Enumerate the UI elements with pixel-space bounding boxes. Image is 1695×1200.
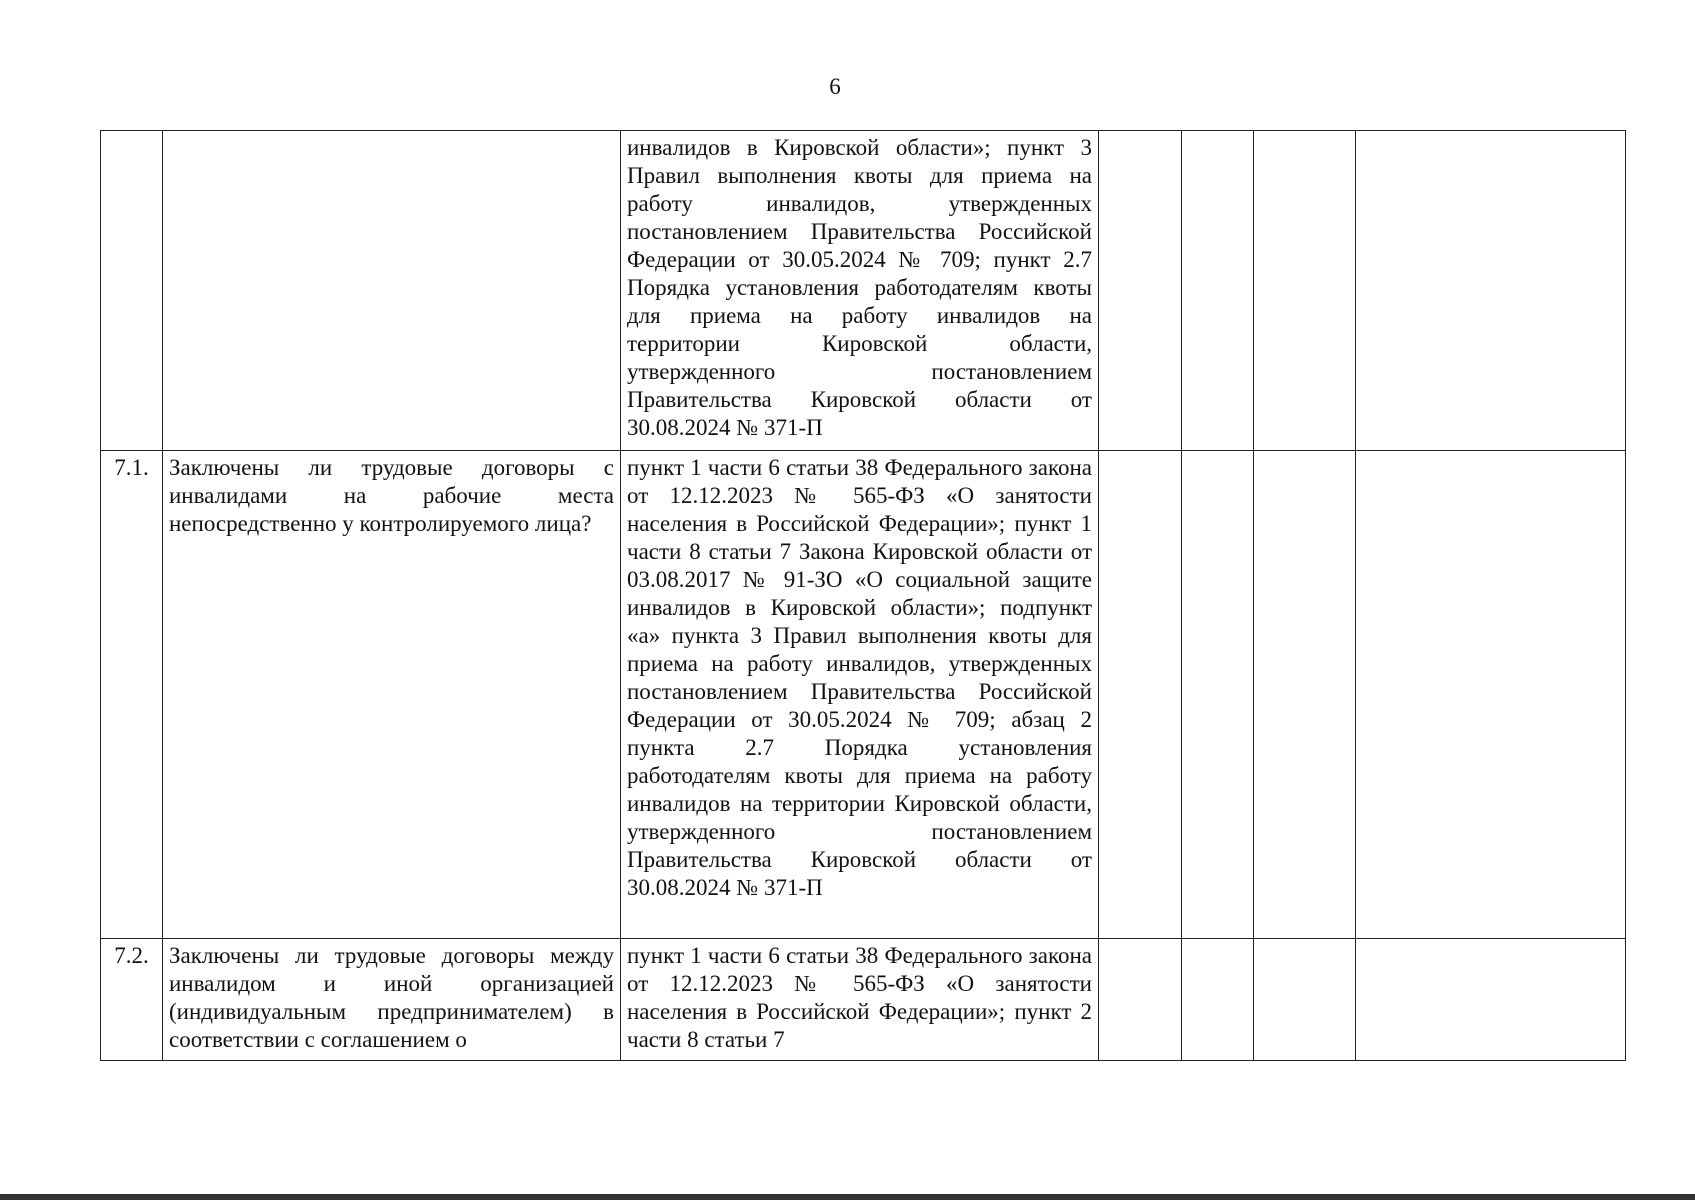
table-row: [101, 939, 1626, 1061]
note-cell: [1356, 451, 1626, 939]
answer-no-cell: [1182, 451, 1254, 939]
table-row: [101, 131, 1626, 451]
question-cell: Заключены ли трудовые договоры между инвалидом и иной организацией (индивидуальным предпринимателем) в соответствии с соглашением о: [163, 939, 621, 1061]
answer-na-cell: [1254, 939, 1356, 1061]
answer-na-cell: [1254, 451, 1356, 939]
question-cell: [163, 131, 621, 451]
note-cell: [1356, 939, 1626, 1061]
legal-basis-cell: пункт 1 части 6 статьи 38 Федерального закона от 12.12.2023 № 565-ФЗ «О занятости населения в Российской Федерации»; пункт 1 части 8 статьи 7 Закона Кировской области от 03.08.2017 № 91-ЗО «О социальной защите инвалидов в Кировской области»; подпункт «а» пункта 3 Правил выполнения квоты для приема на работу инвалидов, утвержденных постановлением Правительства Российской Федерации от 30.05.2024 № 709; абзац 2 пункта 2.7 Порядка установления работодателям квоты для приема на работу инвалидов на территории Кировской области, утвержденного постановлением Правительства Кировской области от 30.08.2024 № 371-П: [621, 451, 1099, 939]
page-number: 6: [829, 74, 841, 99]
legal-basis-cell: пункт 1 части 6 статьи 38 Федерального закона от 12.12.2023 № 565-ФЗ «О занятости населения в Российской Федерации»; пункт 2 части 8 статьи 7: [621, 939, 1099, 1061]
legal-basis-cell: инвалидов в Кировской области»; пункт 3 Правил выполнения квоты для приема на работу инвалидов, утвержденных постановлением Правительства Российской Федерации от 30.05.2024 № 709; пункт 2.7 Порядка установления работодателям квоты для приема на работу инвалидов на территории Кировской области, утвержденного постановлением Правительства Кировской области от 30.08.2024 № 371-П: [621, 131, 1099, 451]
answer-yes-cell: [1099, 939, 1182, 1061]
scan-bottom-edge: [0, 1194, 1695, 1200]
row-number: [101, 131, 163, 451]
answer-na-cell: [1254, 131, 1356, 451]
note-cell: [1356, 131, 1626, 451]
row-number: 7.2.: [101, 939, 163, 1061]
checklist-table: [100, 130, 1626, 1061]
table-row: [101, 451, 1626, 939]
answer-no-cell: [1182, 939, 1254, 1061]
answer-yes-cell: [1099, 131, 1182, 451]
answer-yes-cell: [1099, 451, 1182, 939]
answer-no-cell: [1182, 131, 1254, 451]
row-number: 7.1.: [101, 451, 163, 939]
question-cell: Заключены ли трудовые договоры с инвалидами на рабочие места непосредственно у контролируемого лица?: [163, 451, 621, 939]
